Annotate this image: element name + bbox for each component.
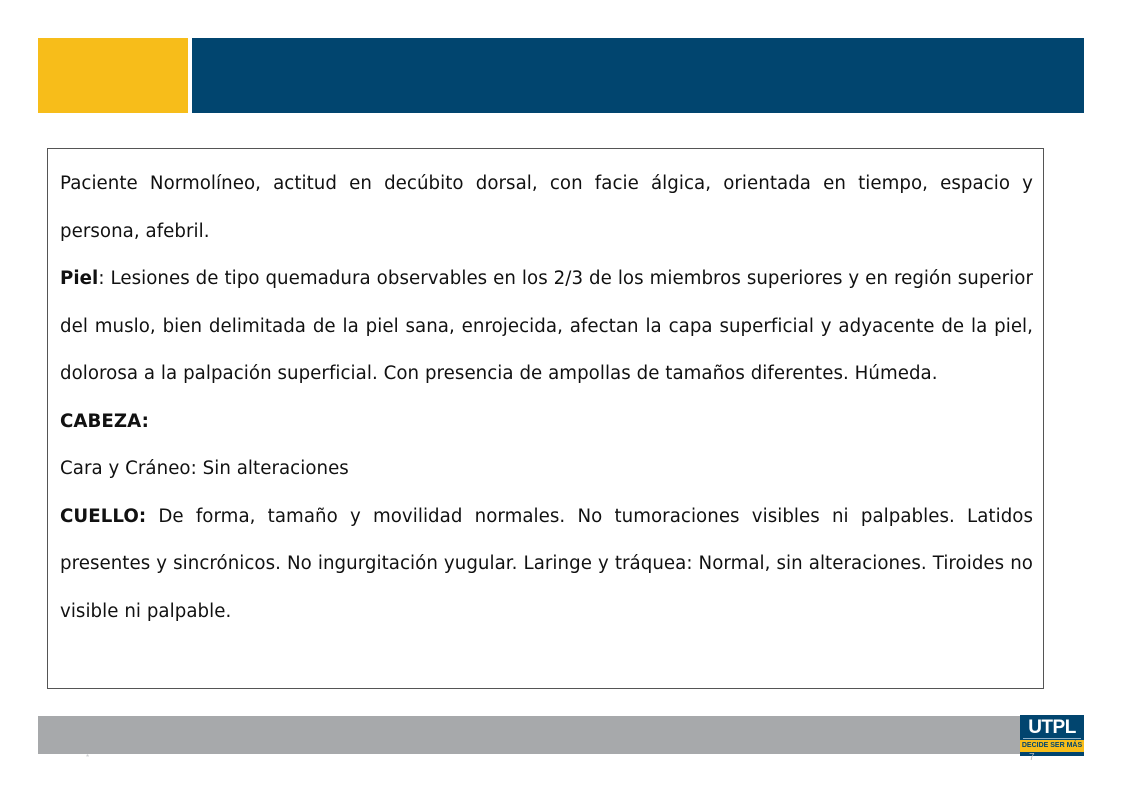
paragraph-lead: CABEZA: (60, 410, 149, 432)
page-number: 7 (1029, 752, 1035, 763)
paragraph-cara-craneo (60, 445, 1033, 493)
paragraph-text: : Lesiones de tipo quemadura observables en los 2/3 de los miembros superiores y en región superior del muslo, bien delimitada de la piel sana, enrojecida, afectan la capa superficial y adyacente de la piel, dolorosa a la palpación superficial. Con presencia de ampollas de tamaños diferentes. Húmeda. (60, 268, 1033, 384)
header-accent-yellow (38, 38, 188, 113)
paragraph-cabeza (60, 398, 1033, 446)
logo-divider (1023, 738, 1081, 739)
paragraph-text: De forma, tamaño y movilidad normales. No tumoraciones visibles ni palpables. Latidos presentes y sincrónicos. No ingurgitación yugular. Laringe y tráquea: Normal, sin alteraciones. Tiroides no visible ni palpable. (60, 505, 1033, 622)
footer-marker: * (86, 753, 90, 762)
paragraph-cuello (60, 493, 1033, 636)
paragraph-lead: Piel (60, 268, 99, 289)
header-band-blue (192, 38, 1084, 113)
utpl-logo (1020, 715, 1084, 756)
logo-slogan: DECIDE SER MÁS (1020, 740, 1084, 752)
paragraph-text: Cara y Cráneo: Sin alteraciones (60, 458, 349, 479)
content-box (47, 148, 1044, 689)
footer-bar (38, 716, 1084, 754)
paragraph-text: Paciente Normolíneo, actitud en decúbito dorsal, con facie álgica, orientada en tiempo, espacio y persona, afebril. (60, 173, 1033, 242)
paragraph-general (60, 160, 1033, 255)
paragraph-piel (60, 255, 1033, 398)
paragraph-lead: CUELLO: (60, 505, 147, 527)
logo-wordmark: UTPL (1028, 717, 1076, 738)
